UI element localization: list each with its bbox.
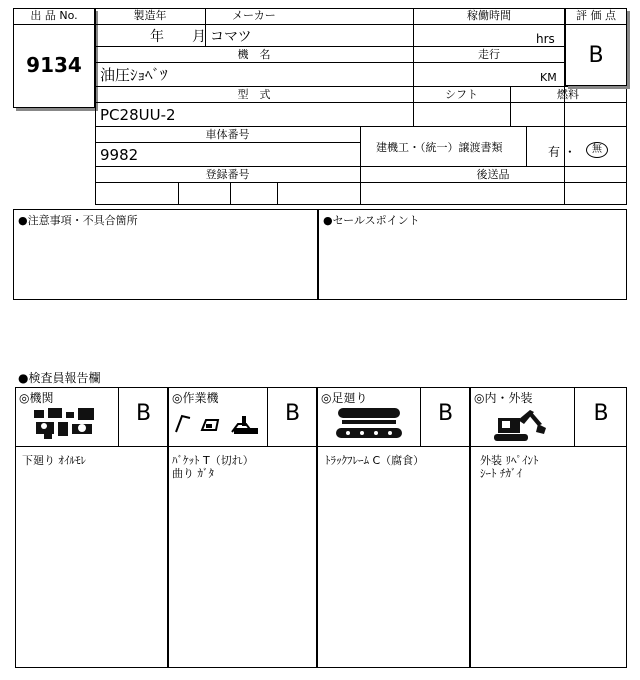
hours-unit: hrs bbox=[536, 32, 555, 46]
defects-label: ●注意事項・不具合箇所 bbox=[18, 214, 138, 227]
undercarriage-photo bbox=[334, 404, 406, 442]
fuel-label: 燃料 bbox=[557, 88, 579, 101]
excavator-illustration bbox=[488, 404, 550, 444]
maker-label: メーカー bbox=[232, 9, 276, 22]
hours-label: 稼働時間 bbox=[467, 9, 511, 22]
registration-label: 登録番号 bbox=[205, 168, 250, 181]
model-name-value: 油圧ｼｮﾍﾞﾂ bbox=[100, 66, 168, 84]
engine-grade: B bbox=[135, 401, 152, 426]
shift-label: シフト bbox=[445, 88, 478, 101]
travel-label: 走行 bbox=[478, 48, 500, 61]
inspection-title: ●検査員報告欄 bbox=[18, 371, 101, 385]
travel-unit: KM bbox=[540, 71, 557, 84]
work-equipment-grade: B bbox=[284, 401, 301, 426]
engine-note: 下廻り ｵｲﾙﾓﾚ bbox=[22, 454, 86, 467]
undercarriage-label: ◎足廻り bbox=[321, 391, 368, 405]
serial-label: 車体番号 bbox=[205, 128, 250, 141]
work-equipment-note: ﾊﾞｹｯﾄ T（切れ） 曲り ｶﾞﾀ bbox=[172, 454, 254, 480]
engine-photo bbox=[30, 404, 100, 442]
transfer-doc-label: 建機工・（統一）譲渡書類 bbox=[376, 141, 503, 154]
engine-label: ◎機関 bbox=[19, 391, 54, 405]
year-value: 年 月 bbox=[150, 29, 206, 45]
type-value: PC28UU-2 bbox=[100, 106, 176, 124]
lot-number-label: 出 品 No. bbox=[30, 9, 78, 22]
interior-exterior-label: ◎内・外装 bbox=[474, 391, 533, 405]
undercarriage-grade: B bbox=[437, 401, 454, 426]
year-label: 製造年 bbox=[133, 9, 167, 22]
transfer-doc-selected: 無 bbox=[586, 142, 608, 158]
work-equipment-photo bbox=[172, 408, 264, 438]
type-label: 型 式 bbox=[237, 88, 271, 101]
transfer-doc-value: 有 ・ bbox=[548, 145, 576, 159]
shipping-label: 後送品 bbox=[476, 168, 510, 181]
work-equipment-label: ◎作業機 bbox=[172, 391, 219, 405]
model-name-label: 機 名 bbox=[237, 48, 271, 61]
interior-exterior-note: 外装 ﾘﾍﾟｲﾝﾄ ｼｰﾄ ﾁｶﾞｲ bbox=[480, 454, 539, 480]
lot-number: 9134 bbox=[26, 53, 82, 77]
sales-points-label: ●セールスポイント bbox=[323, 214, 420, 227]
serial-value: 9982 bbox=[100, 146, 139, 164]
undercarriage-note: ﾄﾗｯｸﾌﾚｰﾑ C（腐食） bbox=[325, 454, 425, 467]
grade-label: 評 価 点 bbox=[576, 9, 616, 22]
maker-value: コマツ bbox=[210, 29, 252, 45]
grade-value: B bbox=[588, 43, 604, 68]
interior-exterior-grade: B bbox=[593, 401, 609, 426]
